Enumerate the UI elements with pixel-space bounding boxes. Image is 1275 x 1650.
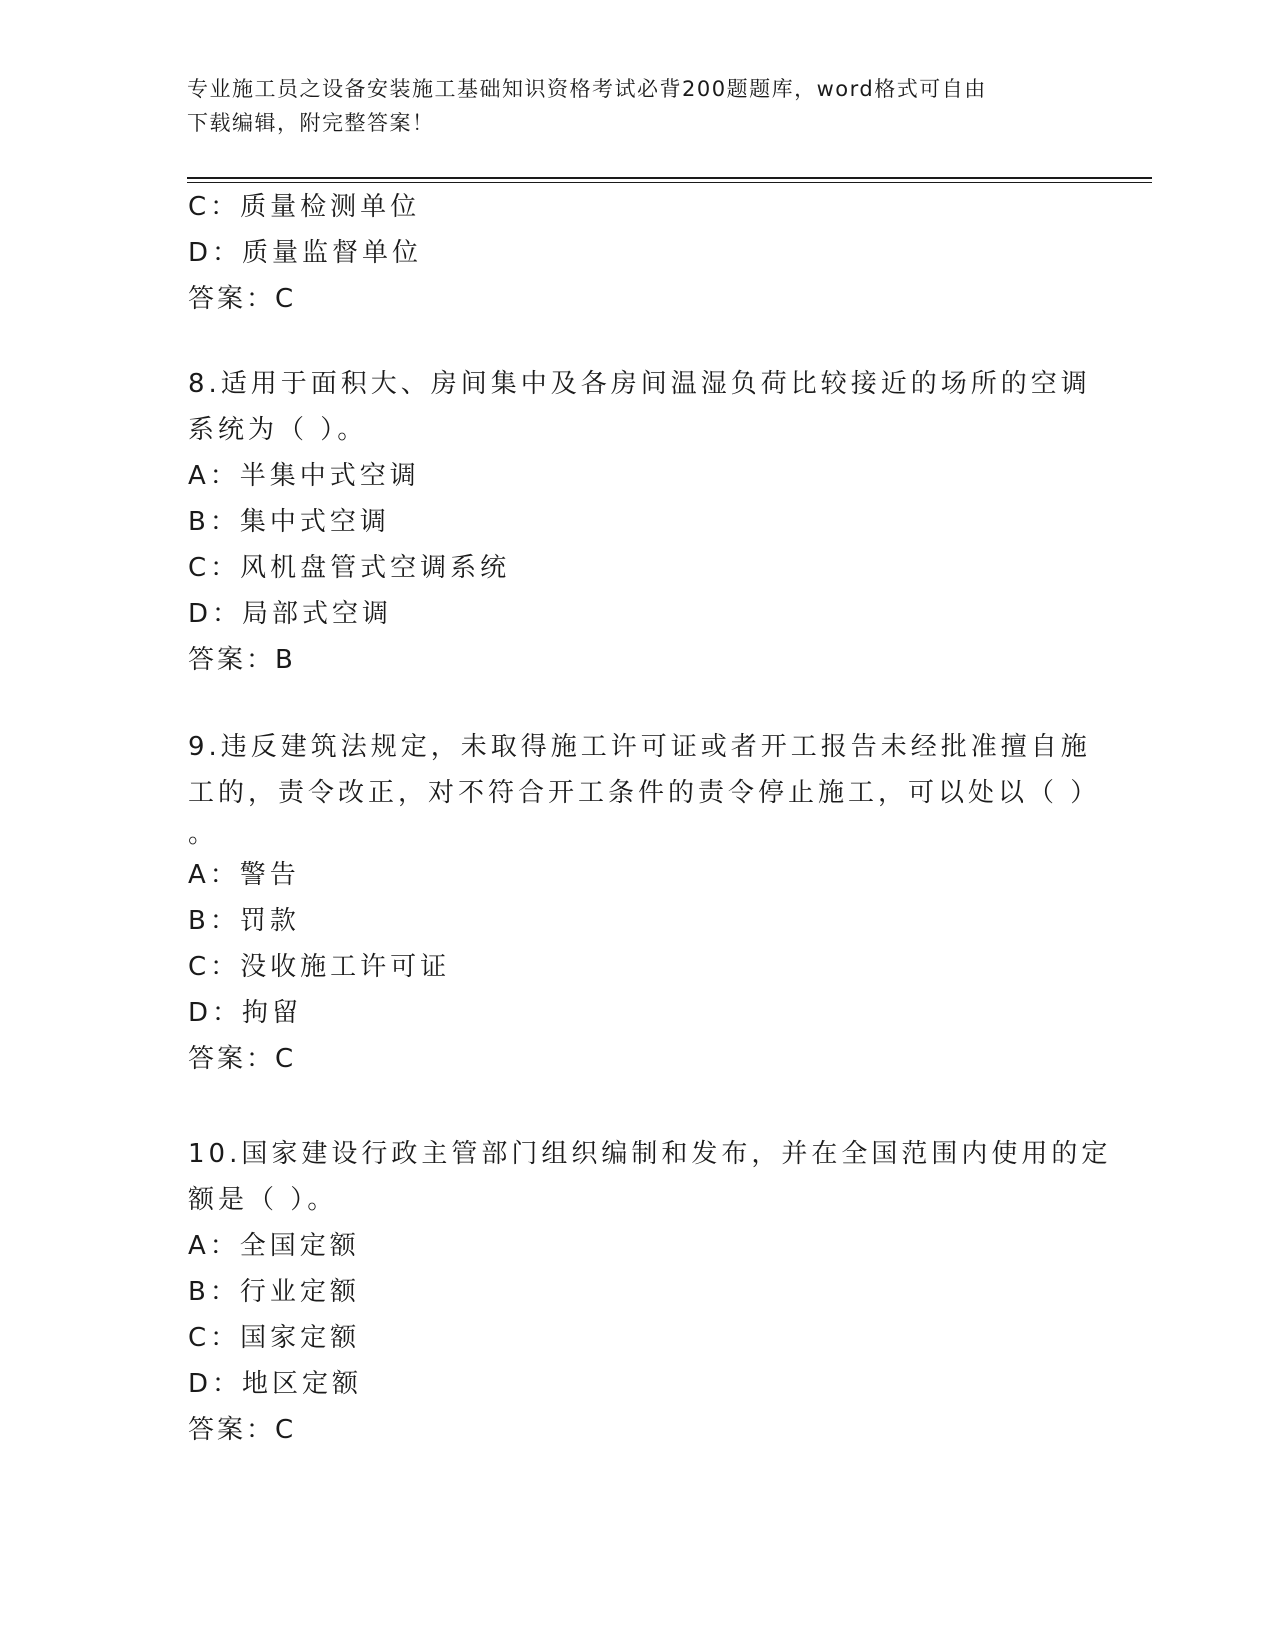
option-d: D：拘留 — [188, 998, 303, 1028]
answer: 答案：C — [188, 1415, 297, 1445]
option-a: A：全国定额 — [188, 1231, 360, 1261]
option-c: C：质量检测单位 — [188, 192, 421, 222]
page-header — [187, 72, 1067, 140]
answer: 答案：B — [188, 645, 296, 675]
option-d: D：质量监督单位 — [188, 238, 423, 268]
question-stem-cont: 系统为（ ）。 — [188, 415, 368, 445]
header-line-2: 下载编辑，附完整答案！ — [187, 111, 435, 135]
option-a: A：半集中式空调 — [188, 461, 420, 491]
option-c: C：风机盘管式空调系统 — [188, 553, 511, 583]
question-7-tail — [188, 184, 1088, 322]
question-stem: 8.适用于面积大、房间集中及各房间温湿负荷比较接近的场所的空调 — [188, 369, 1091, 399]
question-10 — [188, 1131, 1112, 1453]
question-stem: 10.国家建设行政主管部门组织编制和发布，并在全国范围内使用的定 — [188, 1139, 1112, 1169]
option-b: B：罚款 — [188, 906, 300, 936]
option-d: D：地区定额 — [188, 1369, 363, 1399]
option-b: B：行业定额 — [188, 1277, 360, 1307]
question-8 — [188, 361, 1091, 683]
option-d: D：局部式空调 — [188, 599, 393, 629]
answer: 答案：C — [188, 284, 297, 314]
option-c: C：国家定额 — [188, 1323, 361, 1353]
option-a: A：警告 — [188, 860, 300, 890]
header-rule-thick — [187, 177, 1152, 179]
question-9 — [188, 724, 1101, 1082]
question-stem-cont: 工的，责令改正，对不符合开工条件的责令停止施工，可以处以（ ） — [188, 778, 1101, 808]
option-c: C：没收施工许可证 — [188, 952, 451, 982]
header-rule-thin — [187, 182, 1152, 183]
header-line-1: 专业施工员之设备安装施工基础知识资格考试必背200题题库，word格式可自由 — [187, 77, 987, 101]
option-b: B：集中式空调 — [188, 507, 390, 537]
question-stem-end: 。 — [188, 819, 219, 849]
question-stem: 9.违反建筑法规定，未取得施工许可证或者开工报告未经批准擅自施 — [188, 732, 1091, 762]
question-stem-cont: 额是（ ）。 — [188, 1185, 338, 1215]
answer: 答案：C — [188, 1044, 297, 1074]
